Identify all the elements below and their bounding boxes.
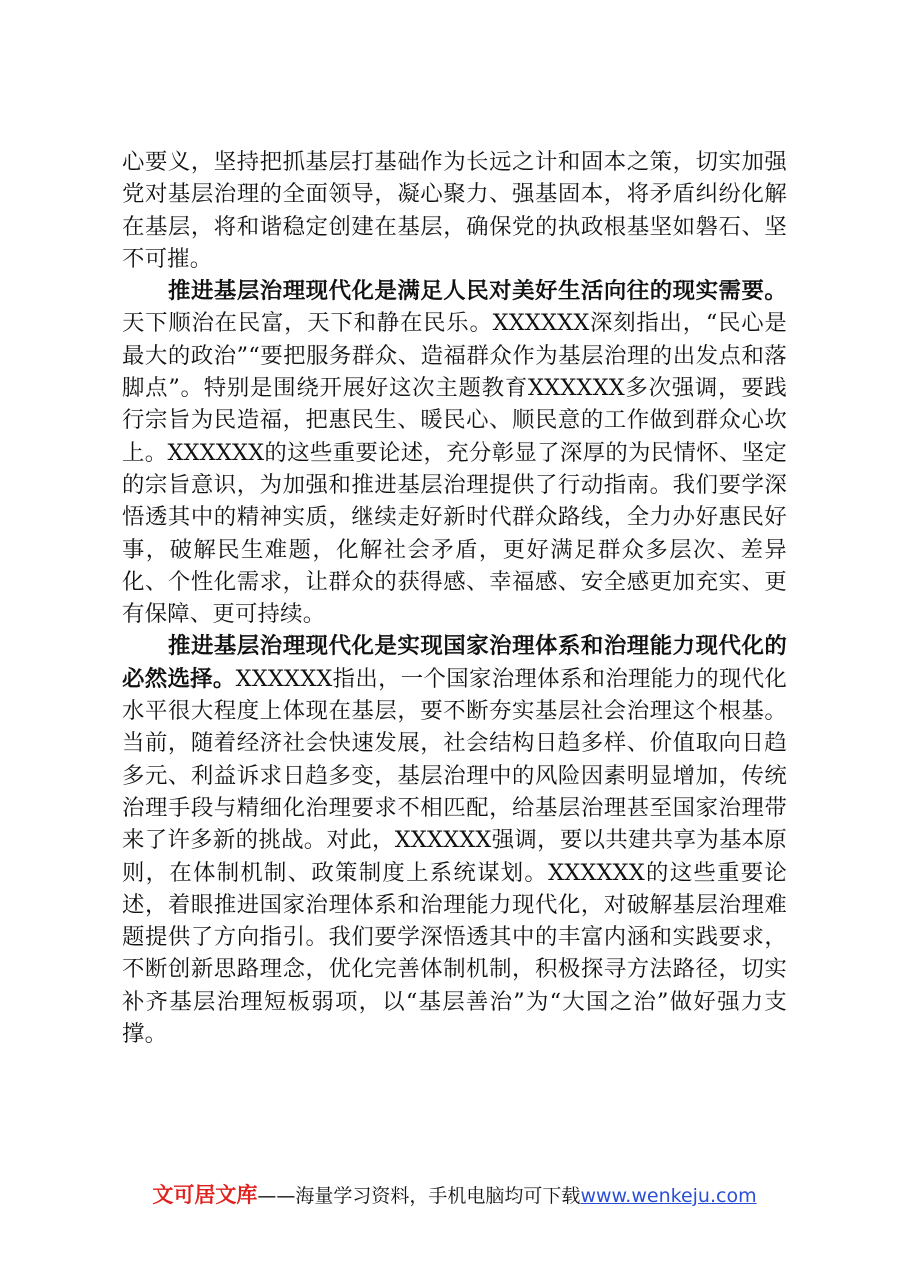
footer-brand: 文可居文库	[152, 1183, 258, 1207]
paragraph-governance-modernization	[122, 630, 787, 1050]
paragraph-text: 心要义，坚持把抓基层打基础作为长远之计和固本之策，切实加强党对基层治理的全面领导，凝心聚力、强基固本，将矛盾纠纷化解在基层，将和谐稳定创建在基层，确保党的执政根基坚如磐石、坚不可摧。	[122, 149, 787, 272]
paragraph-continuation	[122, 146, 787, 275]
paragraph-lead-heading: 推进基层治理现代化是满足人民对美好生活向往的现实需要。	[168, 278, 787, 305]
paragraph-text: 天下顺治在民富，天下和静在民乐。XXXXXX深刻指出，“民心是最大的政治”“要把服务群众、造福群众作为基层治理的出发点和落脚点”。特别是围绕开展好这次主题教育XXXXXX多次强调，要践行宗旨为民造福，把惠民生、暖民心、顺民意的工作做到群众心坎上。XXXXXX的这些重要论述，充分彰显了深厚的为民情怀、坚定的宗旨意识，为加强和推进基层治理提供了行动指南。我们要学深悟透其中的精神实质，继续走好新时代群众路线，全力办好惠民好事，破解民生难题，化解社会矛盾，更好满足群众多层次、差异化、个性化需求，让群众的获得感、幸福感、安全感更加充实、更有保障、更可持续。	[122, 310, 787, 628]
paragraph-text: XXXXXX指出，一个国家治理体系和治理能力的现代化水平很大程度上体现在基层，要不断夯实基层社会治理这个根基。当前，随着经济社会快速发展，社会结构日趋多样、价值取向日趋多元、利益诉求日趋多变，基层治理中的风险因素明显增加，传统治理手段与精细化治理要求不相匹配，给基层治理甚至国家治理带来了许多新的挑战。对此，XXXXXX强调，要以共建共享为基本原则，在体制机制、政策制度上系统谋划。XXXXXX的这些重要论述，着眼推进国家治理体系和治理能力现代化，对破解基层治理难题提供了方向指引。我们要学深悟透其中的丰富内涵和实践要求，不断创新思路理念，优化完善体制机制，积极探寻方法路径，切实补齐基层治理短板弱项，以“基层善治”为“大国之治”做好强力支撑。	[122, 665, 788, 1048]
footer-banner	[0, 1181, 909, 1210]
document-body	[122, 146, 787, 1050]
paragraph-lead-heading: 推进基层治理现代化是实现国家治理体系和治理能力现代化的必然选择。	[122, 633, 787, 692]
paragraph-people-needs	[122, 275, 787, 630]
footer-site-link[interactable]: www.wenkeju.com	[580, 1185, 757, 1207]
footer-tagline: ——海量学习资料，手机电脑均可下载	[257, 1185, 581, 1207]
